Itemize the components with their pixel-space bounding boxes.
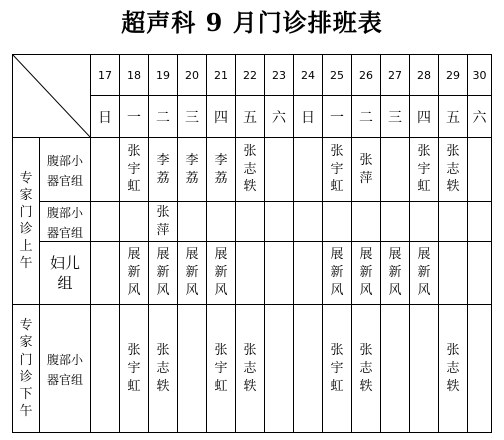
doctor-name: 张志轶 bbox=[446, 342, 460, 394]
weekday-header-cell: 三 bbox=[178, 96, 207, 138]
schedule-cell bbox=[236, 242, 265, 305]
schedule-table bbox=[12, 54, 492, 433]
schedule-cell bbox=[468, 305, 492, 433]
schedule-cell bbox=[410, 305, 439, 433]
schedule-cell bbox=[294, 202, 323, 242]
schedule-cell bbox=[207, 202, 236, 242]
schedule-cell bbox=[120, 202, 149, 242]
doctor-name: 李荔 bbox=[156, 152, 170, 186]
doctor-name: 展新风 bbox=[359, 247, 373, 299]
doctor-name: 张宇虹 bbox=[330, 143, 344, 195]
schedule-cell bbox=[149, 305, 178, 433]
doctor-name: 张宇虹 bbox=[214, 342, 228, 394]
schedule-cell bbox=[439, 242, 468, 305]
schedule-cell bbox=[265, 242, 294, 305]
schedule-cell bbox=[468, 202, 492, 242]
doctor-name: 张志轶 bbox=[156, 342, 170, 394]
schedule-cell bbox=[410, 202, 439, 242]
schedule-cell bbox=[149, 138, 178, 202]
schedule-cell bbox=[294, 305, 323, 433]
schedule-cell bbox=[207, 242, 236, 305]
weekday-header-cell: 二 bbox=[352, 96, 381, 138]
doctor-name: 张志轶 bbox=[243, 143, 257, 195]
weekday-header-cell: 一 bbox=[323, 96, 352, 138]
doctor-name: 展新风 bbox=[388, 247, 402, 299]
doctor-name: 展新风 bbox=[127, 247, 141, 299]
weekday-header-cell: 日 bbox=[294, 96, 323, 138]
group-label: 腹部小 器官组 bbox=[46, 353, 83, 387]
date-header-cell: 28 bbox=[410, 55, 439, 96]
schedule-cell bbox=[323, 202, 352, 242]
group-label: 腹部小 器官组 bbox=[46, 206, 83, 240]
doctor-name: 张宇虹 bbox=[330, 342, 344, 394]
weekday-header-cell: 五 bbox=[439, 96, 468, 138]
doctor-name: 展新风 bbox=[214, 247, 228, 299]
date-header-cell: 29 bbox=[439, 55, 468, 96]
schedule-cell bbox=[352, 138, 381, 202]
schedule-cell bbox=[410, 242, 439, 305]
schedule-cell bbox=[352, 202, 381, 242]
group-label-cell bbox=[40, 202, 91, 242]
doctor-name: 展新风 bbox=[156, 247, 170, 299]
schedule-cell bbox=[120, 242, 149, 305]
group-label: 妇儿 组 bbox=[49, 253, 80, 293]
date-header-cell: 23 bbox=[265, 55, 294, 96]
date-header-cell: 19 bbox=[149, 55, 178, 96]
schedule-cell bbox=[410, 138, 439, 202]
doctor-name: 李荔 bbox=[185, 152, 199, 186]
schedule-cell bbox=[178, 305, 207, 433]
doctor-name: 张志轶 bbox=[359, 342, 373, 394]
weekday-header-cell: 日 bbox=[91, 96, 120, 138]
section-label-afternoon: 专家门诊下午 bbox=[13, 305, 40, 433]
schedule-cell bbox=[439, 305, 468, 433]
doctor-name: 展新风 bbox=[330, 247, 344, 299]
weekday-header-cell: 六 bbox=[265, 96, 294, 138]
schedule-cell bbox=[439, 202, 468, 242]
schedule-cell bbox=[91, 202, 120, 242]
group-label-cell bbox=[40, 138, 91, 202]
schedule-cell bbox=[236, 202, 265, 242]
schedule-cell bbox=[236, 305, 265, 433]
schedule-cell bbox=[178, 138, 207, 202]
schedule-cell bbox=[352, 305, 381, 433]
date-header-cell: 17 bbox=[91, 55, 120, 96]
schedule-cell bbox=[468, 242, 492, 305]
schedule-cell bbox=[207, 138, 236, 202]
schedule-cell bbox=[178, 202, 207, 242]
weekday-header-cell: 一 bbox=[120, 96, 149, 138]
schedule-cell bbox=[207, 305, 236, 433]
weekday-header-cell: 五 bbox=[236, 96, 265, 138]
doctor-name: 张宇虹 bbox=[417, 143, 431, 195]
schedule-cell bbox=[294, 138, 323, 202]
schedule-cell bbox=[120, 305, 149, 433]
schedule-cell bbox=[381, 305, 410, 433]
schedule-cell bbox=[91, 242, 120, 305]
schedule-cell bbox=[381, 138, 410, 202]
date-header-cell: 18 bbox=[120, 55, 149, 96]
doctor-name: 张宇虹 bbox=[127, 342, 141, 394]
schedule-cell bbox=[468, 138, 492, 202]
doctor-name: 张志轶 bbox=[243, 342, 257, 394]
schedule-cell bbox=[149, 242, 178, 305]
schedule-cell bbox=[323, 138, 352, 202]
page-title: 超声科 9 月门诊排班表 bbox=[121, 8, 383, 37]
group-label-cell bbox=[40, 242, 91, 305]
header-corner-cell bbox=[13, 55, 91, 138]
schedule-cell bbox=[265, 202, 294, 242]
date-header-cell: 26 bbox=[352, 55, 381, 96]
date-header-cell: 24 bbox=[294, 55, 323, 96]
weekday-header-cell: 四 bbox=[410, 96, 439, 138]
date-header-cell: 30 bbox=[468, 55, 492, 96]
doctor-name: 展新风 bbox=[417, 247, 431, 299]
doctor-name: 展新风 bbox=[185, 247, 199, 299]
date-header-cell: 20 bbox=[178, 55, 207, 96]
weekday-header-cell: 六 bbox=[468, 96, 492, 138]
schedule-cell bbox=[381, 242, 410, 305]
schedule-cell bbox=[120, 138, 149, 202]
date-header-cell: 21 bbox=[207, 55, 236, 96]
schedule-cell bbox=[149, 202, 178, 242]
corner-diagonal-line bbox=[13, 55, 91, 138]
schedule-cell bbox=[265, 305, 294, 433]
schedule-cell bbox=[91, 138, 120, 202]
doctor-name: 张萍 bbox=[359, 152, 373, 186]
date-header-cell: 25 bbox=[323, 55, 352, 96]
schedule-cell bbox=[236, 138, 265, 202]
weekday-header-cell: 三 bbox=[381, 96, 410, 138]
doctor-name: 张志轶 bbox=[446, 143, 460, 195]
date-header-cell: 27 bbox=[381, 55, 410, 96]
weekday-header-cell: 四 bbox=[207, 96, 236, 138]
date-header-cell: 22 bbox=[236, 55, 265, 96]
doctor-name: 张萍 bbox=[156, 204, 170, 238]
schedule-cell bbox=[91, 305, 120, 433]
group-label-cell bbox=[40, 305, 91, 433]
doctor-name: 李荔 bbox=[214, 152, 228, 186]
schedule-cell bbox=[352, 242, 381, 305]
schedule-cell bbox=[381, 202, 410, 242]
schedule-cell bbox=[178, 242, 207, 305]
doctor-name: 张宇虹 bbox=[127, 143, 141, 195]
group-label: 腹部小 器官组 bbox=[46, 153, 83, 188]
schedule-cell bbox=[439, 138, 468, 202]
section-label-morning: 专家门诊上午 bbox=[13, 138, 40, 305]
schedule-cell bbox=[265, 138, 294, 202]
schedule-cell bbox=[294, 242, 323, 305]
weekday-header-cell: 二 bbox=[149, 96, 178, 138]
schedule-cell bbox=[323, 305, 352, 433]
schedule-cell bbox=[323, 242, 352, 305]
